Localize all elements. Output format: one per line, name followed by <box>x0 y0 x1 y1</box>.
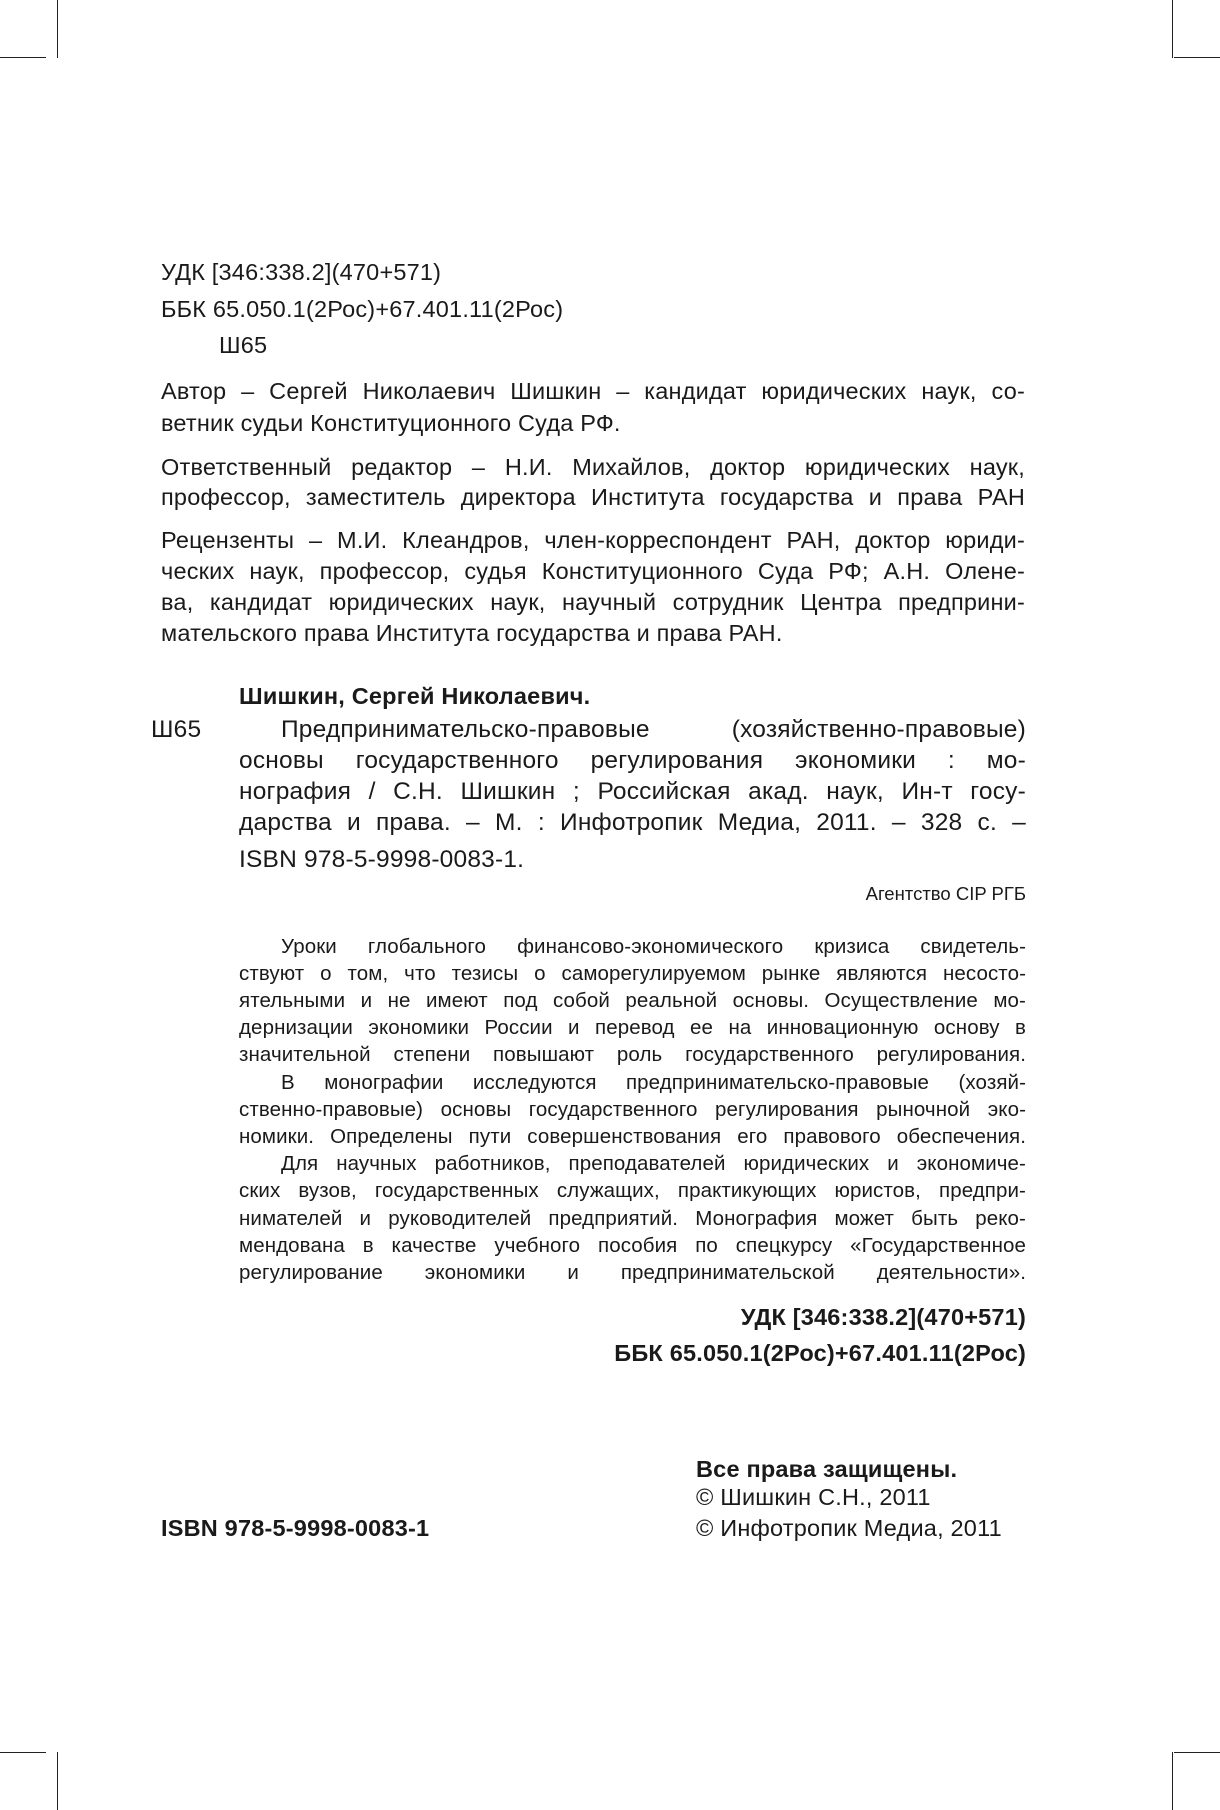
reviewers-line-3: ва, кандидат юридических наук, научный сотрудник Центра предприни- <box>161 589 1025 615</box>
copyright-author: © Шишкин С.Н., 2011 <box>696 1484 931 1510</box>
editor-line-2: профессор, заместитель директора Института государства и права РАН <box>161 484 1025 510</box>
author-line-2: ветник судьи Конституционного Суда РФ. <box>161 410 621 436</box>
header-udk: УДК [346:338.2](470+571) <box>161 259 442 285</box>
catalog-isbn: ISBN 978-5-9998-0083-1. <box>239 846 525 873</box>
crop-mark-bottom-right-vertical <box>1172 1752 1173 1810</box>
catalog-line-2: основы государственного регулирования экономики : мо- <box>239 747 1026 774</box>
reviewers-line-4: мательского права Института государства и права РАН. <box>161 620 783 646</box>
editor-line-1: Ответственный редактор – Н.И. Михайлов, доктор юридических наук, <box>161 454 1025 480</box>
crop-mark-top-right-vertical <box>1172 0 1173 58</box>
annotation-line-9: Для научных работников, преподавателей юридических и экономиче- <box>281 1152 1026 1175</box>
crop-mark-bottom-left-horizontal <box>0 1752 46 1753</box>
annotation-line-8: номики. Определены пути совершенствования его правового обеспечения. <box>239 1125 1026 1148</box>
annotation-line-11: нимателей и руководителей предприятий. Монография может быть реко- <box>239 1207 1026 1230</box>
crop-mark-bottom-right-horizontal <box>1174 1752 1220 1753</box>
reviewers-line-1: Рецензенты – М.И. Клеандров, член-корреспондент РАН, доктор юриди- <box>161 527 1025 553</box>
annotation-line-10: ских вузов, государственных служащих, практикующих юристов, предпри- <box>239 1179 1026 1202</box>
catalog-line-3: нография / С.Н. Шишкин ; Российская акад. наук, Ин-т госу- <box>239 778 1026 805</box>
annotation-line-4: дернизации экономики России и перевод ее на инновационную основу в <box>239 1016 1026 1039</box>
annotation-line-2: ствуют о том, что тезисы о саморегулируемом рынке являются несосто- <box>239 962 1026 985</box>
crop-mark-top-right-horizontal <box>1174 57 1220 58</box>
crop-mark-top-left-vertical <box>57 0 58 58</box>
annotation-line-12: мендована в качестве учебного пособия по спецкурсу «Государственное <box>239 1234 1026 1257</box>
annotation-line-1: Уроки глобального финансово-экономического кризиса свидетель- <box>281 935 1026 958</box>
annotation-line-13: регулирование экономики и предпринимательской деятельности». <box>239 1261 1026 1284</box>
author-line-1: Автор – Сергей Николаевич Шишкин – кандидат юридических наук, со- <box>161 378 1025 404</box>
catalog-line-1: Предпринимательско-правовые (хозяйственно-правовые) <box>281 716 1026 743</box>
annotation-line-6: В монографии исследуются предпринимательско-правовые (хозяй- <box>281 1071 1026 1094</box>
copyright-publisher: © Инфотропик Медиа, 2011 <box>696 1515 1002 1541</box>
header-bbk: ББК 65.050.1(2Рос)+67.401.11(2Рос) <box>161 296 564 322</box>
annotation-line-3: ятельными и не имеют под собой реальной основы. Осуществление мо- <box>239 989 1026 1012</box>
crop-mark-top-left-horizontal <box>0 57 46 58</box>
footer-isbn: ISBN 978-5-9998-0083-1 <box>161 1515 430 1541</box>
annotation-line-7: ственно-правовые) основы государственного регулирования рыночной эко- <box>239 1098 1026 1121</box>
catalog-agency: Агентство CIP РГБ <box>865 883 1026 904</box>
catalog-line-4: дарства и права. – М. : Инфотропик Медиа, 2011. – 328 с. – <box>239 809 1026 836</box>
reviewers-line-2: ческих наук, профессор, судья Конституционного Суда РФ; А.Н. Олене- <box>161 558 1025 584</box>
header-author-mark: Ш65 <box>219 332 268 358</box>
annotation-line-5: значительной степени повышают роль государственного регулирования. <box>239 1043 1026 1066</box>
rights-reserved: Все права защищены. <box>696 1456 958 1482</box>
crop-mark-bottom-left-vertical <box>57 1752 58 1810</box>
classification-bbk: ББК 65.050.1(2Рос)+67.401.11(2Рос) <box>614 1340 1026 1366</box>
classification-udk: УДК [346:338.2](470+571) <box>740 1304 1026 1330</box>
catalog-heading: Шишкин, Сергей Николаевич. <box>239 683 591 709</box>
catalog-mark: Ш65 <box>151 716 202 743</box>
